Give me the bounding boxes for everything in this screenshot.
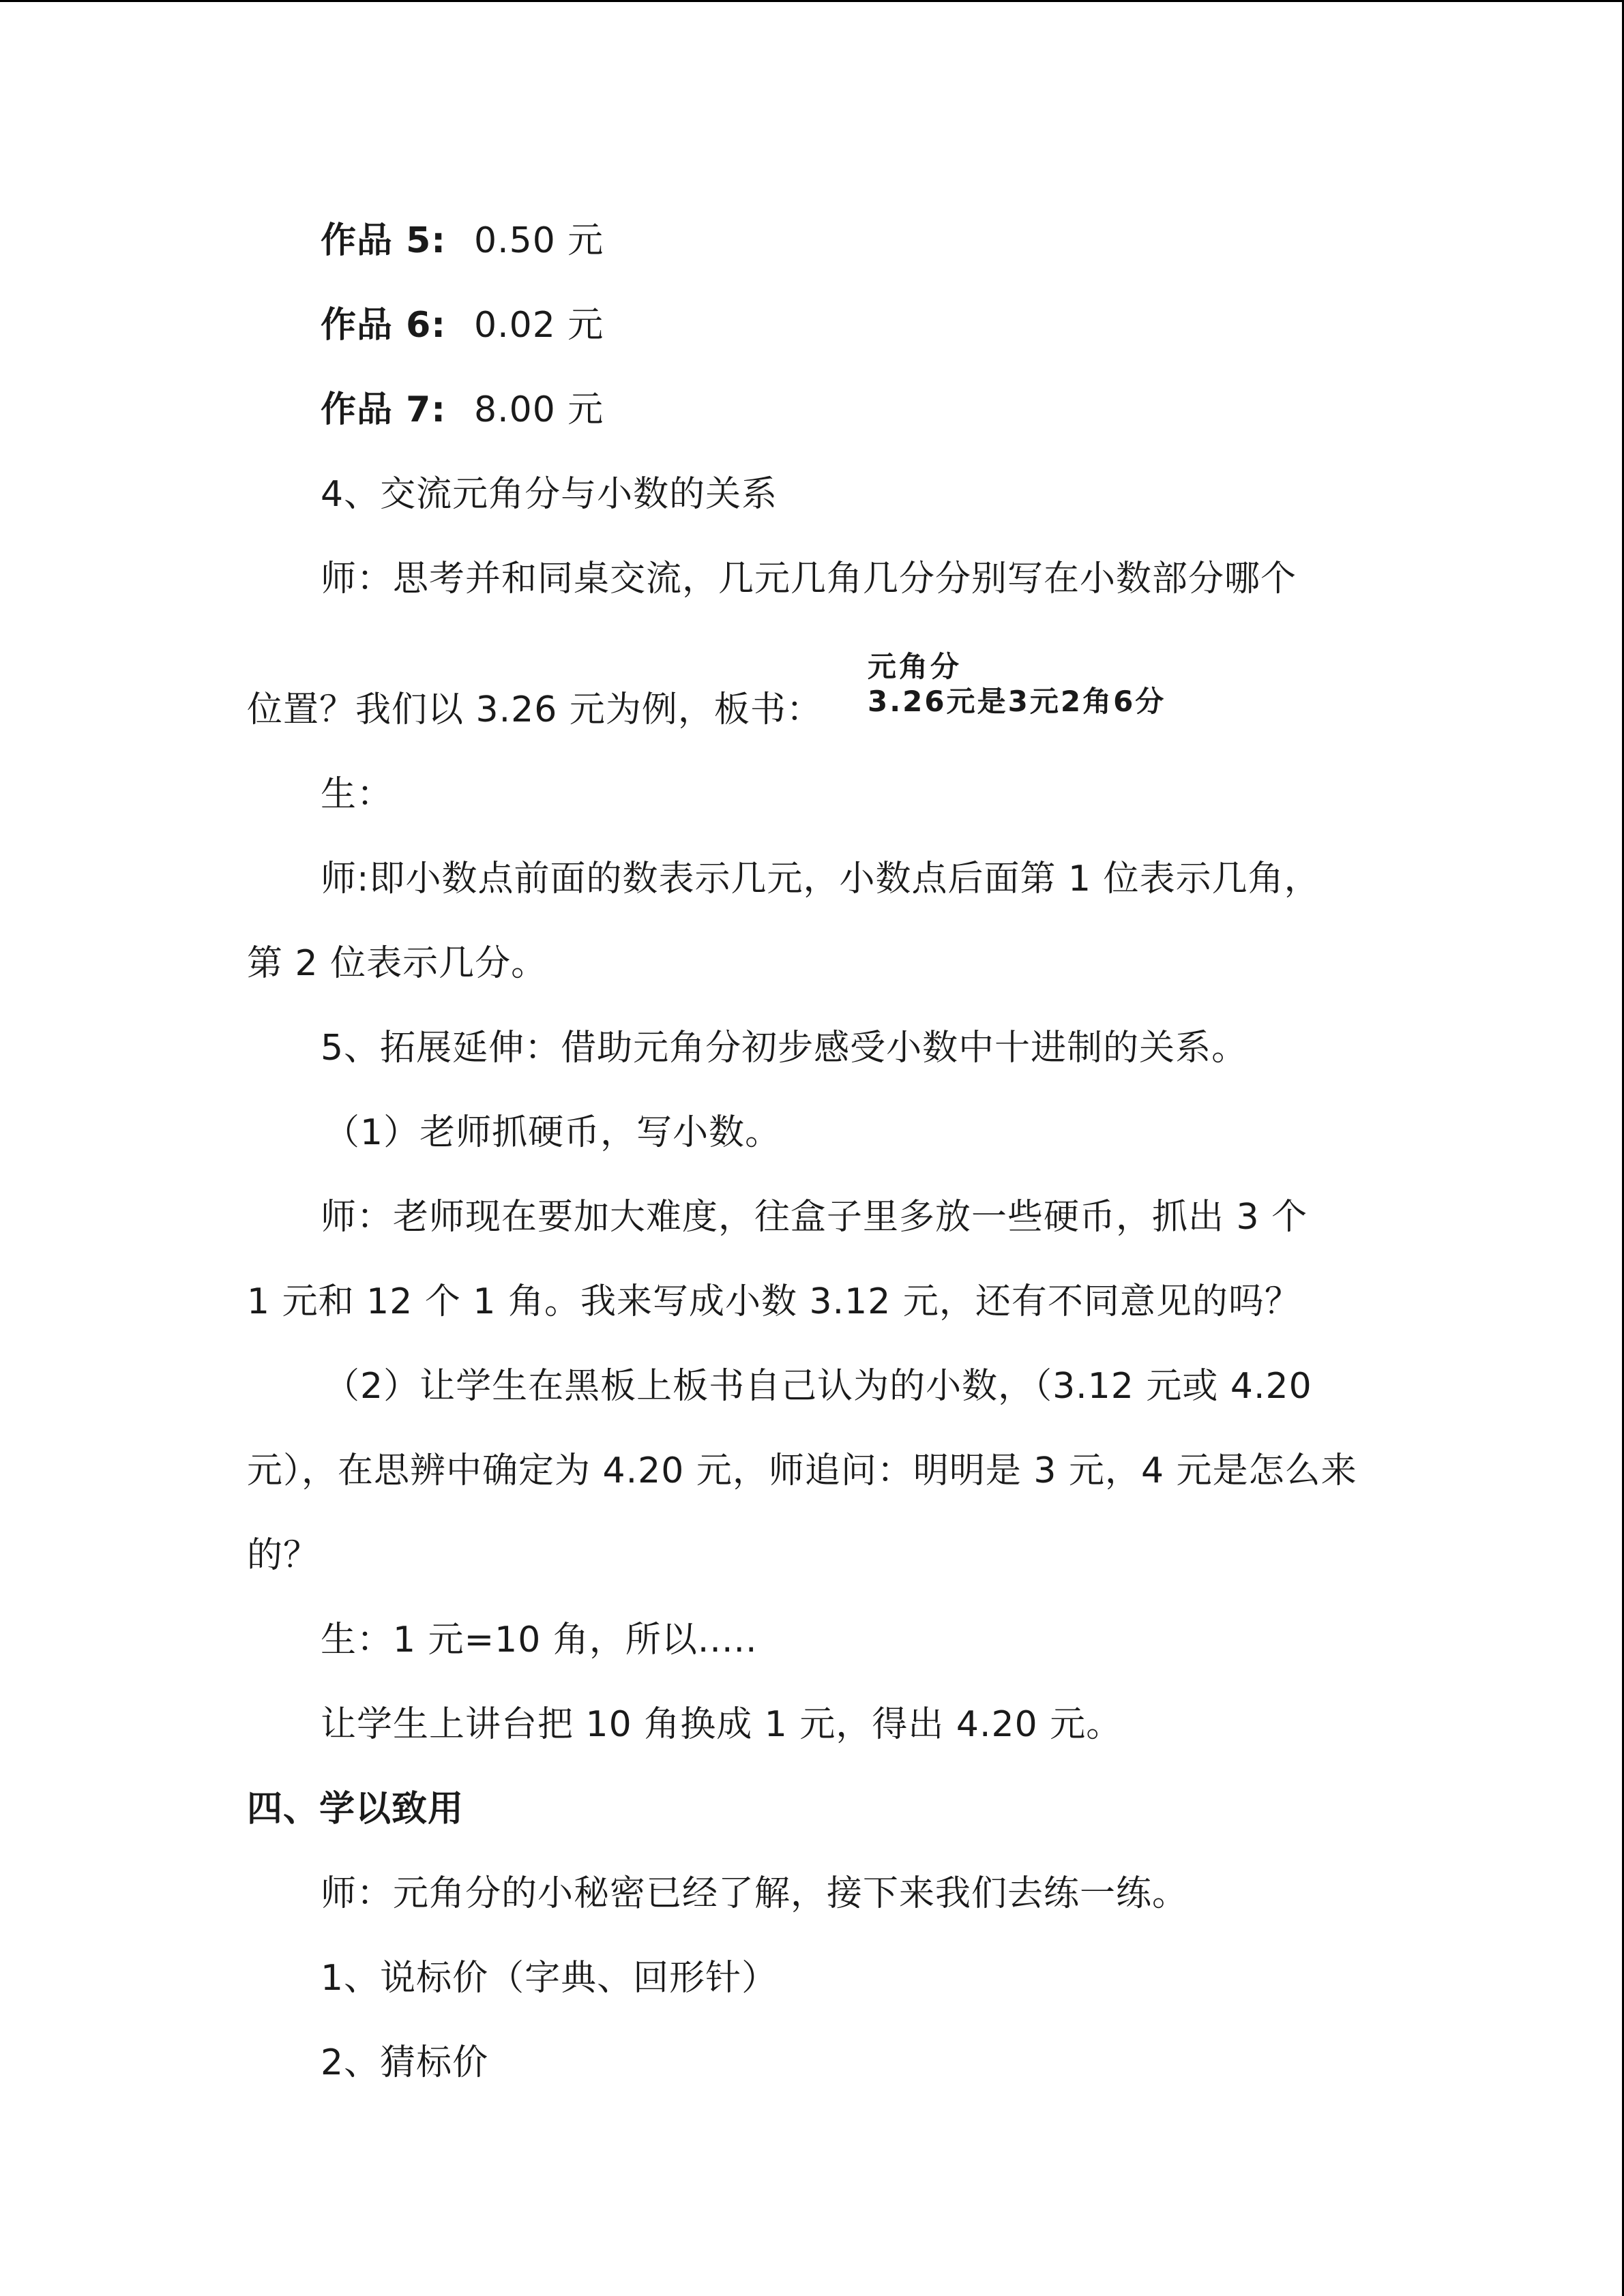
work-5	[321, 217, 604, 265]
practice-intro: 师：元角分的小秘密已经了解，接下来我们去练一练。	[321, 1873, 1189, 1914]
relation-heading: 4、交流元角分与小数的关系	[321, 474, 778, 515]
blackboard-units: 元角分	[868, 650, 962, 683]
work-price: 0.02 元	[474, 305, 604, 346]
step-2-end: 的？	[247, 1535, 320, 1576]
student-reply: 生：	[321, 774, 394, 815]
step-2: （2）让学生在黑板上板书自己认为的小数，（3.12 元或 4.20	[324, 1366, 1312, 1407]
practice-item-2: 2、猜标价	[321, 2042, 489, 2083]
work-7	[321, 386, 604, 434]
step-2-cont: 元），在思辨中确定为 4.20 元，师追问：明明是 3 元，4 元是怎么来	[247, 1450, 1357, 1491]
blackboard-example: 3.26元是3元2角6分	[868, 685, 1166, 718]
teacher-question: 师：思考并和同桌交流，几元几角几分分别写在小数部分哪个	[321, 558, 1297, 599]
teacher-harder-cont: 1 元和 12 个 1 角。我来写成小数 3.12 元，还有不同意见的吗？	[247, 1281, 1301, 1322]
student-answer: 生：1 元=10 角，所以.....	[321, 1620, 758, 1660]
work-label: 作品 6:	[321, 305, 447, 346]
work-price: 8.00 元	[474, 389, 604, 430]
exchange-note: 让学生上讲台把 10 角换成 1 元，得出 4.20 元。	[321, 1704, 1123, 1745]
work-price: 0.50 元	[474, 220, 604, 261]
page-border-top	[0, 0, 1624, 2]
practice-item-1: 1、说标价（字典、回形针）	[321, 1958, 778, 1999]
section-title: 四、学以致用	[247, 1789, 464, 1830]
teacher-question-cont: 位置？我们以 3.26 元为例，板书：	[247, 689, 823, 730]
teacher-explain-cont: 第 2 位表示几分。	[247, 943, 548, 984]
work-6	[321, 301, 604, 349]
work-label: 作品 7:	[321, 389, 447, 430]
teacher-harder: 师：老师现在要加大难度，往盒子里多放一些硬币，抓出 3 个	[321, 1197, 1308, 1238]
extend-heading: 5、拓展延伸：借助元角分初步感受小数中十进制的关系。	[321, 1028, 1248, 1069]
teacher-explain: 师:即小数点前面的数表示几元，小数点后面第 1 位表示几角，	[321, 859, 1320, 899]
step-1: （1）老师抓硬币，写小数。	[324, 1112, 782, 1153]
work-label: 作品 5:	[321, 220, 447, 261]
